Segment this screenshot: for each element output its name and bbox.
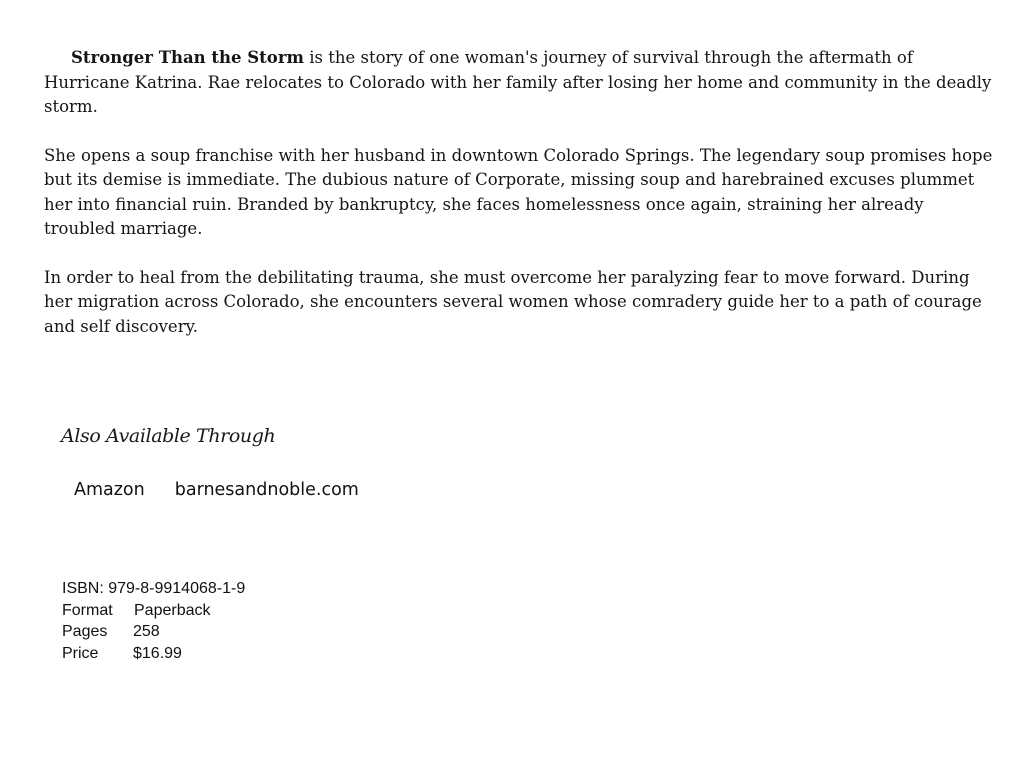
pages-value: 258 [133, 623, 160, 640]
retailer-links [74, 480, 359, 500]
description-paragraph-1-text: is the story of one woman's journey of survival through the aftermath of Hurricane Katrina. Rae relocates to Colorado with her family after losing her home and community in the deadly storm. [44, 48, 992, 116]
pages-row [62, 621, 245, 643]
format-value: Paperback [134, 601, 211, 619]
barnesandnoble-link[interactable]: barnesandnoble.com [174, 480, 359, 500]
book-title: Stronger Than the Storm [71, 48, 304, 67]
format-row [62, 600, 245, 622]
amazon-link[interactable]: Amazon [74, 480, 145, 500]
also-available-heading: Also Available Through [61, 425, 276, 447]
price-label: Price [62, 644, 99, 662]
description-paragraph-2: She opens a soup franchise with her husband in downtown Colorado Springs. The legendary soup promises hope but its demise is immediate. The dubious nature of Corporate, missing soup and harebrained excuses plummet her into financial ruin. Branded by bankruptcy, she faces homelessness once again, straining her already troubled marriage. [44, 145, 993, 238]
book-description [44, 46, 994, 363]
format-label: Format [62, 601, 113, 619]
book-details [62, 578, 245, 664]
price-value: $16.99 [133, 644, 182, 662]
pages-label: Pages [62, 623, 108, 640]
description-paragraph-3: In order to heal from the debilitating trauma, she must overcome her paralyzing fear to move forward. During her migration across Colorado, she encounters several women whose comradery guide her to a path of courage and self discovery. [44, 267, 982, 336]
isbn-row: ISBN: 979-8-9914068-1-9 [62, 580, 246, 597]
description-paragraph-1 [44, 46, 994, 120]
price-row [62, 643, 245, 665]
